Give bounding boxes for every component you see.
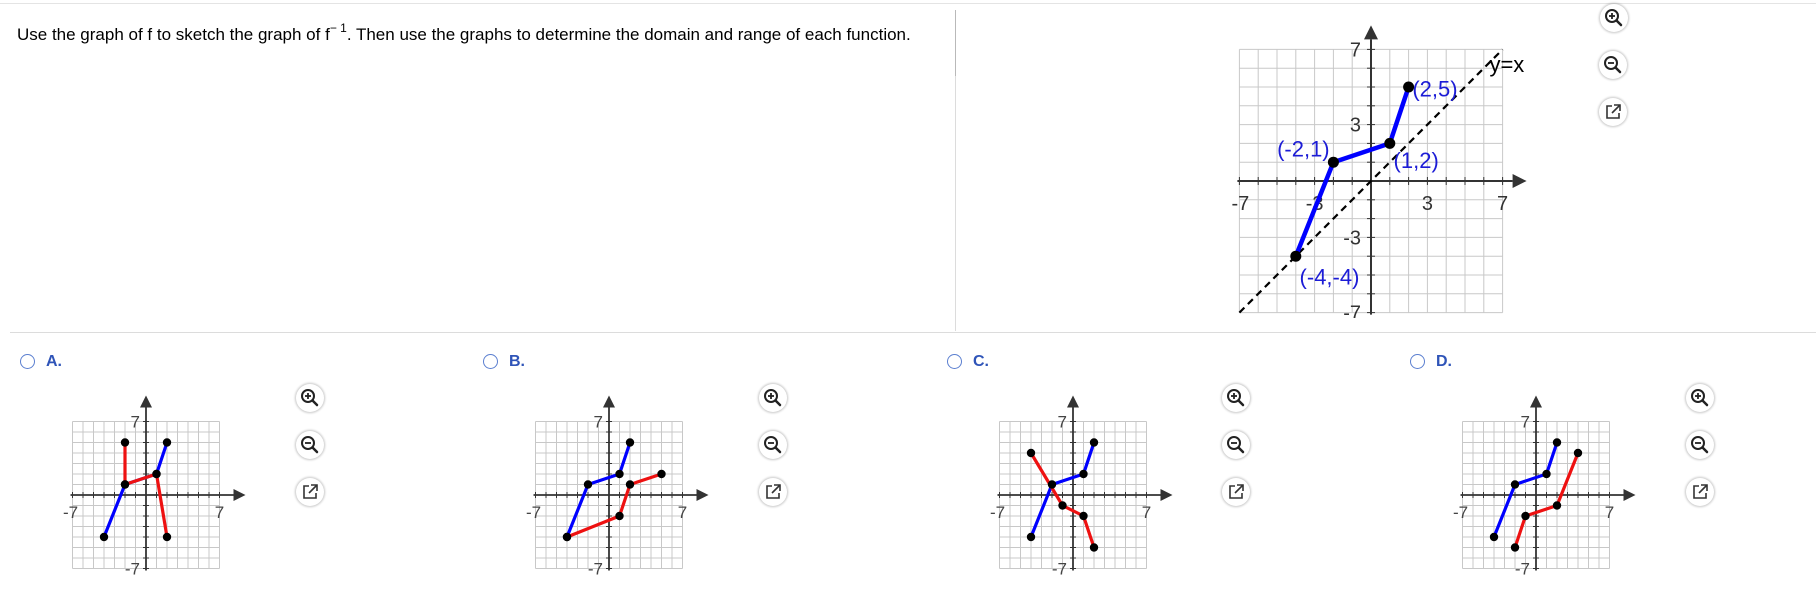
popout-icon	[296, 478, 324, 506]
f-point	[163, 438, 171, 446]
y-tick-label: 7	[130, 412, 140, 432]
option-c-radio[interactable]	[947, 354, 962, 369]
popout-icon	[759, 478, 787, 506]
f-point	[1511, 480, 1519, 488]
x-tick-label: 7	[1141, 503, 1152, 522]
x-tick-label: -7	[1231, 193, 1250, 215]
popout-icon	[1222, 478, 1250, 506]
option-c-zoom-out-button[interactable]	[1222, 431, 1250, 459]
function-graph	[1230, 0, 1560, 323]
f-point	[1553, 438, 1561, 446]
x-axis-arrow	[1624, 489, 1636, 501]
inverse-point	[1521, 512, 1529, 520]
x-tick-label: 7	[1604, 503, 1615, 522]
option-d-popout-button[interactable]	[1686, 478, 1714, 506]
y-tick-label: -7	[1343, 302, 1361, 318]
f-point	[1090, 438, 1098, 446]
inverse-point	[152, 470, 160, 478]
inverse-point	[121, 480, 129, 488]
zoom-in-icon	[296, 384, 324, 412]
y-axis-arrow	[1530, 396, 1542, 408]
option-a-graph	[55, 385, 265, 580]
y-axis-arrow	[1364, 25, 1378, 39]
f-point	[626, 438, 634, 446]
zoom-in-icon	[1222, 384, 1250, 412]
inverse-point	[1027, 449, 1035, 457]
option-d-zoom-in-button[interactable]	[1686, 384, 1714, 412]
function-graph-svg	[1230, 0, 1560, 318]
y-axis-arrow	[603, 396, 615, 408]
f-point	[1027, 533, 1035, 541]
x-tick-label: 7	[1497, 193, 1509, 215]
y-tick-label: 7	[1057, 412, 1067, 432]
inverse-point	[615, 512, 623, 520]
option-b-graph	[518, 385, 728, 580]
zoom-in-icon	[759, 384, 787, 412]
panel-divider-accent	[955, 10, 956, 76]
option-a-zoom-in-button[interactable]	[296, 384, 324, 412]
option-d-graph-svg	[1445, 385, 1655, 575]
point-label: (-4,-4)	[1299, 264, 1360, 290]
y-tick-label: -7	[587, 559, 603, 575]
x-tick-label: 7	[677, 503, 688, 522]
f-point	[1079, 470, 1087, 478]
inverse-point	[563, 533, 571, 541]
option-d-label: D.	[1436, 353, 1452, 370]
x-axis-arrow	[234, 489, 246, 501]
f-point	[584, 480, 592, 488]
zoom-out-icon	[1599, 51, 1627, 79]
option-b-zoom-out-button[interactable]	[759, 431, 787, 459]
option-c-graph-svg	[982, 385, 1192, 575]
f-point	[1542, 470, 1550, 478]
option-a-radio[interactable]	[20, 354, 35, 369]
option-a-graph-svg	[55, 385, 265, 575]
popout-button[interactable]	[1599, 98, 1627, 126]
x-tick-label: -7	[525, 503, 542, 522]
x-tick-label: -7	[62, 503, 79, 522]
point-label: (-2,1)	[1277, 136, 1330, 162]
x-tick-label: 7	[214, 503, 225, 522]
point-label: (1,2)	[1393, 147, 1439, 173]
identity-line-label: y=x	[1489, 51, 1525, 77]
section-divider	[10, 332, 1816, 333]
zoom-out-icon	[1686, 431, 1714, 459]
f-point	[1490, 533, 1498, 541]
option-b-label: B.	[509, 353, 525, 370]
option-b-radio[interactable]	[483, 354, 498, 369]
option-d-zoom-out-button[interactable]	[1686, 431, 1714, 459]
option-a-zoom-out-button[interactable]	[296, 431, 324, 459]
zoom-out-icon	[296, 431, 324, 459]
option-b-graph-svg	[518, 385, 728, 575]
option-b-zoom-in-button[interactable]	[759, 384, 787, 412]
inverse-point	[1058, 501, 1066, 509]
question-text: Use the graph of f to sketch the graph of $f^{- 1}$. Then use the graphs to determine the domain and range of each function.	[17, 21, 911, 44]
zoom-in-icon	[1686, 384, 1714, 412]
inverse-point	[121, 438, 129, 446]
option-c-graph	[982, 385, 1192, 580]
y-tick-label: -7	[1514, 559, 1530, 575]
x-axis-arrow	[1161, 489, 1173, 501]
point-label: (2,5)	[1412, 76, 1458, 102]
inverse-point	[1090, 543, 1098, 551]
y-tick-label: -7	[1051, 559, 1067, 575]
x-tick-label: 3	[1421, 193, 1433, 215]
option-a-label: A.	[46, 353, 62, 370]
option-c-zoom-in-button[interactable]	[1222, 384, 1250, 412]
y-tick-label: 7	[1520, 412, 1530, 432]
option-c-label: C.	[973, 353, 989, 370]
y-axis-arrow	[1067, 396, 1079, 408]
inverse-point	[163, 533, 171, 541]
zoom-out-icon	[1222, 431, 1250, 459]
zoom-in-icon	[1600, 4, 1628, 32]
option-b-popout-button[interactable]	[759, 478, 787, 506]
inverse-point	[657, 470, 665, 478]
popout-icon	[1686, 478, 1714, 506]
option-d-graph	[1445, 385, 1655, 580]
y-tick-label: -3	[1343, 227, 1361, 250]
y-tick-label: 7	[593, 412, 603, 432]
popout-icon	[1599, 98, 1627, 126]
x-axis-arrow	[1513, 174, 1527, 188]
x-tick-label: -3	[1305, 193, 1324, 215]
x-axis-arrow	[697, 489, 709, 501]
inverse-point	[1511, 543, 1519, 551]
y-tick-label: 3	[1349, 114, 1361, 137]
y-tick-label: 7	[1349, 39, 1361, 62]
f-point	[1048, 480, 1056, 488]
y-axis-arrow	[140, 396, 152, 408]
option-a-popout-button[interactable]	[296, 478, 324, 506]
zoom-out-icon	[759, 431, 787, 459]
f-point	[615, 470, 623, 478]
inverse-point	[1553, 501, 1561, 509]
inverse-point	[1079, 512, 1087, 520]
option-c-popout-button[interactable]	[1222, 478, 1250, 506]
inverse-point	[1574, 449, 1582, 457]
y-tick-label: -7	[124, 559, 140, 575]
option-d-radio[interactable]	[1410, 354, 1425, 369]
x-tick-label: -7	[1452, 503, 1469, 522]
inverse-point	[626, 480, 634, 488]
f-point	[100, 533, 108, 541]
f-point	[1290, 251, 1301, 262]
x-tick-label: -7	[989, 503, 1006, 522]
zoom-in-button[interactable]	[1600, 4, 1628, 32]
zoom-out-button[interactable]	[1599, 51, 1627, 79]
